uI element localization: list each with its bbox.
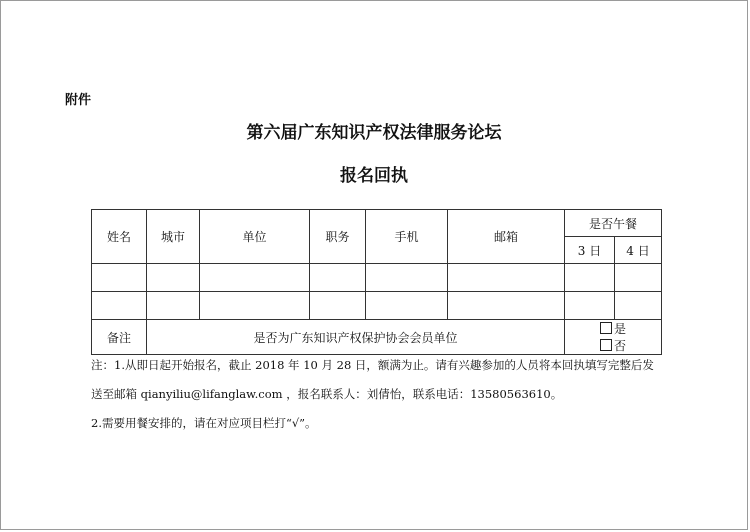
cell-city[interactable] <box>147 264 200 292</box>
cell-name[interactable] <box>92 264 147 292</box>
cell-phone[interactable] <box>366 292 448 320</box>
header-lunch: 是否午餐 <box>565 210 662 237</box>
member-question: 是否为广东知识产权保护协会会员单位 <box>147 320 565 355</box>
cell-name[interactable] <box>92 292 147 320</box>
header-city: 城市 <box>147 210 200 264</box>
header-phone: 手机 <box>366 210 448 264</box>
option-yes[interactable] <box>600 320 626 337</box>
document-title: 第六届广东知识产权法律服务论坛 <box>246 123 502 143</box>
member-options <box>565 320 662 355</box>
cell-position[interactable] <box>310 264 366 292</box>
option-yes-label: 是 <box>614 322 627 336</box>
cell-email[interactable] <box>448 264 565 292</box>
registration-table <box>91 209 662 355</box>
cell-day3[interactable] <box>565 292 615 320</box>
header-unit: 单位 <box>200 210 310 264</box>
checkbox-icon[interactable] <box>600 339 612 351</box>
header-email: 邮箱 <box>448 210 565 264</box>
remark-label: 备注 <box>92 320 147 355</box>
cell-email[interactable] <box>448 292 565 320</box>
header-day3: 3 日 <box>565 237 615 264</box>
header-position: 职务 <box>310 210 366 264</box>
cell-unit[interactable] <box>200 292 310 320</box>
table-row <box>92 264 662 292</box>
attachment-label: 附件 <box>65 93 92 108</box>
cell-position[interactable] <box>310 292 366 320</box>
cell-day4[interactable] <box>615 292 662 320</box>
checkbox-icon[interactable] <box>600 322 612 334</box>
note-line-2: 送至邮箱 qianyiliu@lifanglaw.com ，报名联系人：刘倩怡，联系电话：13580563610。 <box>91 387 563 401</box>
option-no-label: 否 <box>614 339 627 353</box>
table-row <box>92 292 662 320</box>
header-name: 姓名 <box>92 210 147 264</box>
cell-city[interactable] <box>147 292 200 320</box>
cell-day4[interactable] <box>615 264 662 292</box>
remark-row <box>92 320 662 355</box>
note-line-1: 注：1.从即日起开始报名，截止 2018 年 10 月 28 日，额满为止。请有兴趣参加的人员将本回执填写完整后发 <box>91 358 654 372</box>
note-line-3: 2.需要用餐安排的，请在对应项目栏打“√”。 <box>91 416 317 430</box>
cell-day3[interactable] <box>565 264 615 292</box>
cell-phone[interactable] <box>366 264 448 292</box>
cell-unit[interactable] <box>200 264 310 292</box>
document-subtitle: 报名回执 <box>340 166 408 186</box>
header-day4: 4 日 <box>615 237 662 264</box>
notes <box>91 351 661 438</box>
